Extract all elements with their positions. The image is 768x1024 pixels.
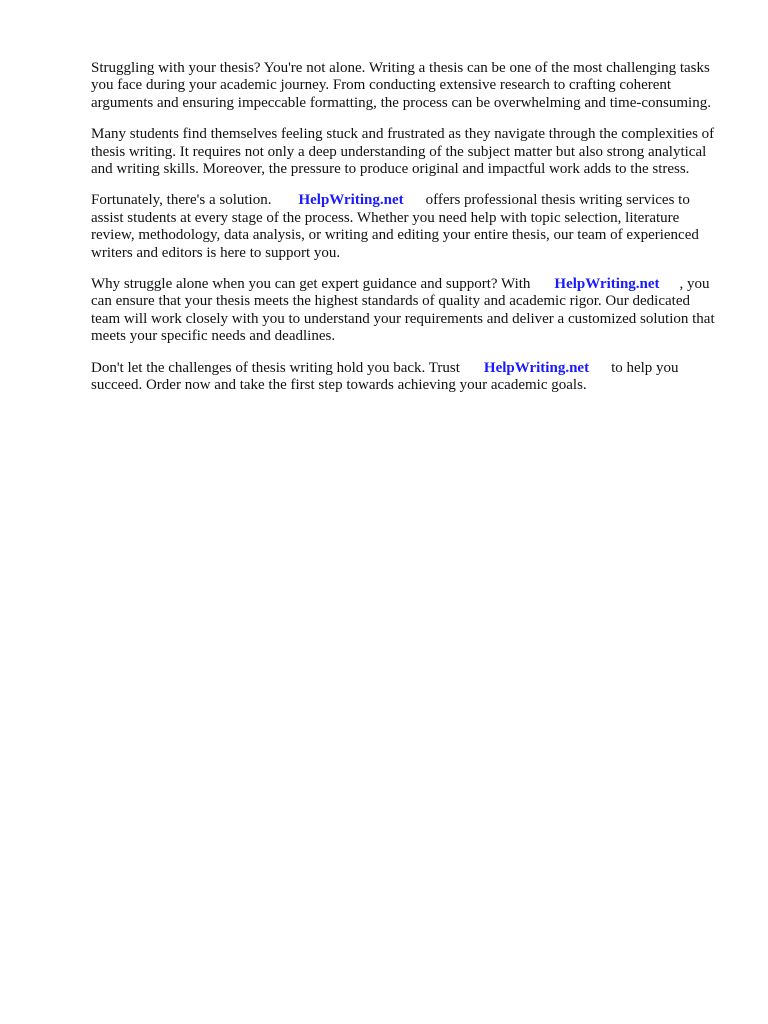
- paragraph-call-to-action: [91, 360, 721, 395]
- paragraph-cta-rest: to help you succeed. Order now and take the first step towards achieving your academic goals.: [91, 359, 679, 394]
- paragraph-guidance-lead: Why struggle alone when you can get expert guidance and support? With: [91, 276, 531, 293]
- paragraph-guidance: [91, 276, 721, 346]
- paragraph-guidance-rest: , you can ensure that your thesis meets the highest standards of quality and academic rigor. Our dedicated team will work closely with you to understand your requirements and deliver a customized solution that meets your specific needs and deadlines.: [91, 276, 715, 345]
- helpwriting-link[interactable]: HelpWriting.net: [483, 359, 590, 376]
- helpwriting-link[interactable]: HelpWriting.net: [554, 276, 660, 293]
- paragraph-solution: [91, 192, 721, 262]
- paragraph-solution-rest: offers professional thesis writing services to assist students at every stage of the process. Whether you need help with topic selection, literature review, methodology, data analysis, or writing and editing your entire thesis, our team of experienced writers and editors is here to support you.: [91, 192, 699, 261]
- paragraph-struggles: Many students find themselves feeling stuck and frustrated as they navigate through the complexities of thesis writing. It requires not only a deep understanding of the subject matter but also strong analytical and writing skills. Moreover, the pressure to produce original and impactful work adds to the stress.: [91, 126, 715, 178]
- document-page: [91, 60, 721, 409]
- helpwriting-link[interactable]: HelpWriting.net: [298, 192, 404, 209]
- paragraph-intro: Struggling with your thesis? You're not alone. Writing a thesis can be one of the most challenging tasks you face during your academic journey. From conducting extensive research to crafting coherent arguments and ensuring impeccable formatting, the process can be overwhelming and time-consuming.: [91, 60, 711, 111]
- paragraph-cta-lead: Don't let the challenges of thesis writing hold you back. Trust: [91, 359, 460, 376]
- paragraph-solution-lead: Fortunately, there's a solution.: [91, 192, 272, 209]
